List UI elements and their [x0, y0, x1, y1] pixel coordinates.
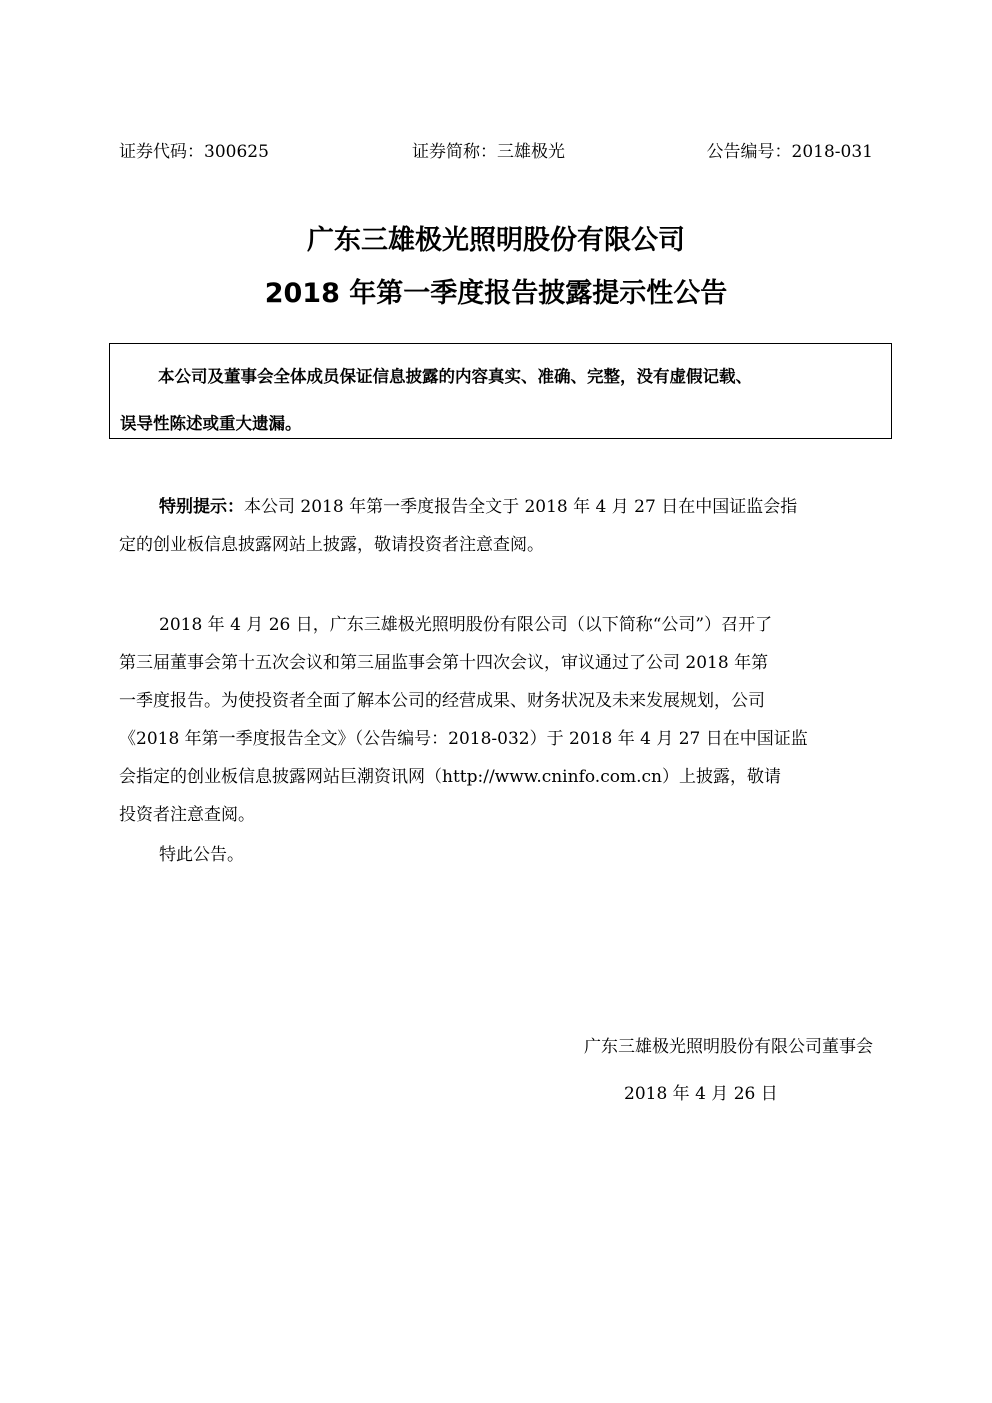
closing-paragraph [119, 836, 873, 874]
body-line: 2018 年 4 月 26 日，广东三雄极光照明股份有限公司（以下简称“公司”）召开了 [159, 615, 773, 635]
signature-date: 2018 年 4 月 26 日 [624, 1084, 778, 1104]
body-line: 一季度报告。为使投资者全面了解本公司的经营成果、财务状况及未来发展规划，公司 [119, 691, 765, 711]
statement-line-2: 误导性陈述或重大遗漏。 [120, 414, 302, 433]
stock-code: 证券代码：300625 [119, 142, 269, 162]
document-title-subject: 2018 年第一季度报告披露提示性公告 [264, 278, 728, 309]
special-notice-paragraph [119, 488, 873, 564]
body-paragraph [119, 606, 873, 834]
notice-line-1 [119, 488, 873, 526]
board-statement-box [109, 343, 892, 439]
announcement-number: 公告编号：2018-031 [706, 142, 873, 162]
statement-line-1: 本公司及董事会全体成员保证信息披露的内容真实、准确、完整，没有虚假记载、 [158, 367, 752, 386]
stock-abbreviation: 证券简称：三雄极光 [412, 142, 565, 162]
document-header [119, 138, 873, 166]
body-line: 第三届董事会第十五次会议和第三届监事会第十四次会议，审议通过了公司 2018 年第 [119, 653, 769, 673]
body-line: 投资者注意查阅。 [119, 805, 255, 825]
signature-company: 广东三雄极光照明股份有限公司董事会 [584, 1037, 873, 1057]
notice-line-2: 定的创业板信息披露网站上披露，敬请投资者注意查阅。 [119, 535, 544, 555]
document-title-company: 广东三雄极光照明股份有限公司 [307, 225, 685, 256]
closing-text: 特此公告。 [159, 845, 244, 865]
body-line: 会指定的创业板信息披露网站巨潮资讯网（http://www.cninfo.com.cn）上披露，敬请 [119, 767, 781, 787]
special-notice-label: 特别提示： [159, 497, 244, 517]
notice-line-1-text: 本公司 2018 年第一季度报告全文于 2018 年 4 月 27 日在中国证监会指 [244, 497, 798, 517]
body-line: 《2018 年第一季度报告全文》（公告编号：2018-032）于 2018 年 4 月 27 日在中国证监 [119, 729, 808, 749]
